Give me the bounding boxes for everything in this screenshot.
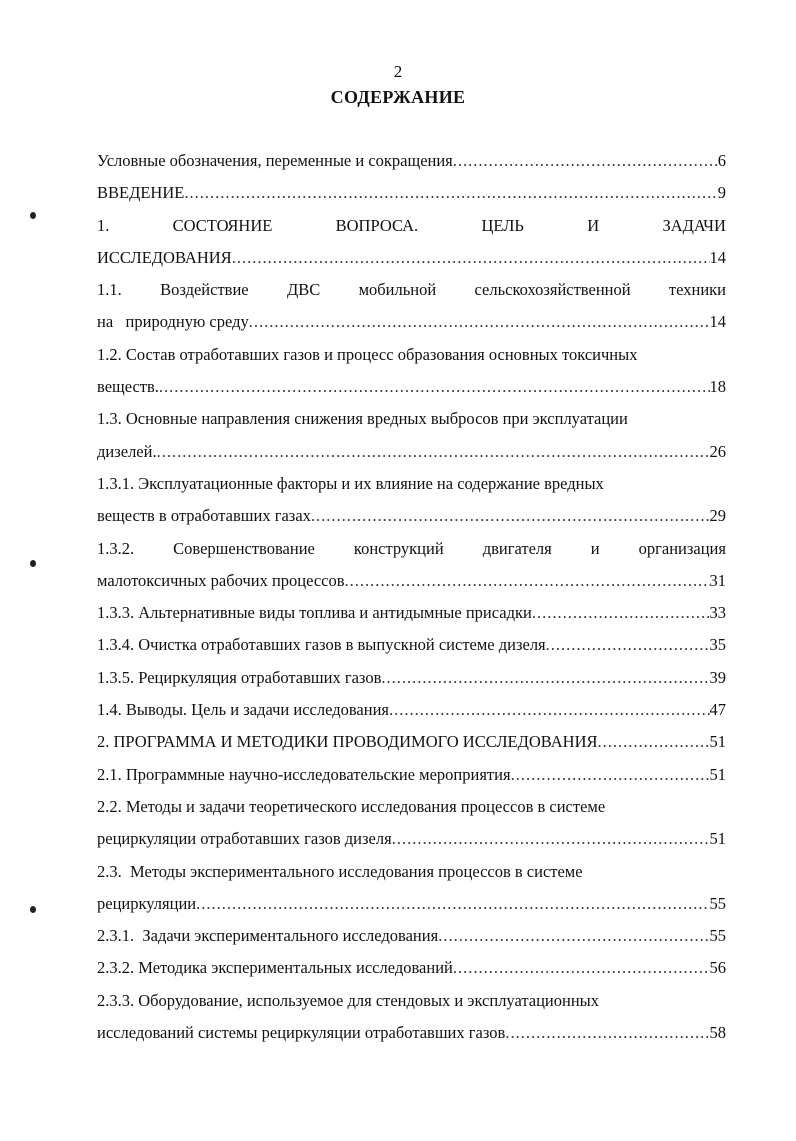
toc-word: ЗАДАЧИ bbox=[662, 215, 726, 235]
table-of-contents bbox=[97, 150, 726, 1054]
toc-word: Воздействие bbox=[160, 280, 249, 300]
toc-entry[interactable] bbox=[97, 634, 726, 666]
toc-entry[interactable] bbox=[97, 344, 726, 376]
toc-entry-text: рециркуляции отработавших газов дизеля bbox=[97, 829, 392, 849]
toc-entry[interactable] bbox=[97, 667, 726, 699]
toc-entry-text: 2.3.3. Оборудование, используемое для стендовых и эксплуатационных bbox=[97, 990, 600, 1010]
toc-word: Совершенствование bbox=[173, 538, 315, 558]
toc-word: СОСТОЯНИЕ bbox=[172, 215, 273, 235]
margin-bullet bbox=[30, 906, 36, 913]
toc-entry[interactable] bbox=[97, 699, 726, 731]
toc-entry-text: 2.3. Методы экспериментального исследования процессов в системе bbox=[97, 861, 583, 881]
leader-dots bbox=[159, 376, 710, 408]
toc-entry[interactable] bbox=[97, 957, 726, 989]
toc-entry-text: 1.3.5. Рециркуляция отработавших газов bbox=[97, 667, 382, 687]
leader-dots bbox=[249, 311, 710, 343]
toc-entry-continuation[interactable] bbox=[97, 1022, 726, 1054]
toc-page-number: 55 bbox=[709, 926, 726, 946]
toc-entry-text: веществ. bbox=[97, 377, 159, 397]
toc-word: 1. bbox=[97, 215, 110, 235]
toc-entry-text: 1.3.4. Очистка отработавших газов в выпускной системе дизеля bbox=[97, 635, 546, 655]
leader-dots bbox=[157, 441, 710, 473]
toc-word: организация bbox=[638, 538, 726, 558]
toc-entry-continuation[interactable] bbox=[97, 441, 726, 473]
leader-dots bbox=[392, 828, 710, 860]
toc-entry-continuation[interactable] bbox=[97, 311, 726, 343]
toc-entry[interactable] bbox=[97, 602, 726, 634]
page-title: СОДЕРЖАНИЕ bbox=[330, 87, 466, 107]
toc-entry-text: ИССЛЕДОВАНИЯ bbox=[97, 247, 232, 267]
toc-word: и bbox=[590, 538, 600, 558]
leader-dots bbox=[389, 699, 710, 731]
toc-page-number: 18 bbox=[709, 377, 726, 397]
toc-word: 1.3.2. bbox=[97, 538, 135, 558]
toc-page-number: 29 bbox=[709, 506, 726, 526]
toc-word: мобильной bbox=[358, 280, 437, 300]
toc-page-number: 33 bbox=[709, 603, 726, 623]
toc-entry-text: веществ в отработавших газах bbox=[97, 506, 311, 526]
toc-entry[interactable] bbox=[97, 182, 726, 214]
toc-entry-text: малотоксичных рабочих процессов bbox=[97, 570, 345, 590]
toc-entry-text: на природную среду bbox=[97, 312, 249, 332]
toc-page-number: 14 bbox=[709, 312, 726, 332]
leader-dots bbox=[438, 925, 709, 957]
toc-page-number: 58 bbox=[709, 1023, 726, 1043]
toc-entry[interactable] bbox=[97, 473, 726, 505]
toc-entry-continuation[interactable] bbox=[97, 247, 726, 279]
toc-entry-text: 2.3.1. Задачи экспериментального исследования bbox=[97, 926, 439, 946]
toc-word: техники bbox=[668, 280, 726, 300]
toc-page-number: 47 bbox=[709, 700, 726, 720]
leader-dots bbox=[511, 764, 710, 796]
toc-page-number: 56 bbox=[709, 958, 726, 978]
leader-dots bbox=[532, 602, 710, 634]
leader-dots bbox=[453, 957, 710, 989]
toc-entry-text: 2.2. Методы и задачи теоретического исследования процессов в системе bbox=[97, 796, 606, 816]
toc-page-number: 51 bbox=[709, 764, 726, 784]
toc-entry[interactable] bbox=[97, 538, 726, 570]
leader-dots bbox=[196, 893, 709, 925]
toc-entry-text: 1.3.3. Альтернативные виды топлива и антидымные присадки bbox=[97, 603, 532, 623]
leader-dots bbox=[453, 150, 718, 182]
toc-word: конструкций bbox=[353, 538, 444, 558]
toc-word: И bbox=[587, 215, 600, 235]
leader-dots bbox=[184, 182, 717, 214]
toc-word: двигателя bbox=[482, 538, 552, 558]
toc-entry-continuation[interactable] bbox=[97, 570, 726, 602]
leader-dots bbox=[598, 731, 710, 763]
toc-page-number: 26 bbox=[709, 441, 726, 461]
toc-entry[interactable] bbox=[97, 764, 726, 796]
toc-word: ВОПРОСА. bbox=[335, 215, 419, 235]
toc-entry-text: 2.3.2. Методика экспериментальных исследований bbox=[97, 958, 453, 978]
toc-word: 1.1. bbox=[97, 280, 122, 300]
toc-page-number: 14 bbox=[709, 247, 726, 267]
toc-entry[interactable] bbox=[97, 279, 726, 311]
toc-entry[interactable] bbox=[97, 796, 726, 828]
toc-page-number: 31 bbox=[709, 570, 726, 590]
margin-bullet bbox=[30, 560, 36, 567]
toc-word: ЦЕЛЬ bbox=[481, 215, 524, 235]
toc-entry-text: ВВЕДЕНИЕ bbox=[97, 183, 185, 203]
toc-entry-text: исследований системы рециркуляции отработавших газов bbox=[97, 1023, 506, 1043]
toc-entry-continuation[interactable] bbox=[97, 893, 726, 925]
toc-page-number: 35 bbox=[709, 635, 726, 655]
toc-entry[interactable] bbox=[97, 861, 726, 893]
leader-dots bbox=[381, 667, 709, 699]
toc-entry-text: Условные обозначения, переменные и сокращения bbox=[97, 151, 453, 170]
toc-entry[interactable] bbox=[97, 150, 726, 182]
toc-word: сельскохозяйственной bbox=[474, 280, 631, 300]
toc-entry[interactable] bbox=[97, 215, 726, 247]
leader-dots bbox=[311, 505, 710, 537]
toc-entry-continuation[interactable] bbox=[97, 376, 726, 408]
toc-entry[interactable] bbox=[97, 990, 726, 1022]
toc-page-number: 55 bbox=[709, 893, 726, 913]
toc-page-number: 39 bbox=[709, 667, 726, 687]
toc-entry-text: 1.3. Основные направления снижения вредных выбросов при эксплуатации bbox=[97, 409, 628, 429]
toc-entry-text: 2.1. Программные научно-исследовательские мероприятия bbox=[97, 764, 511, 784]
toc-page-number: 9 bbox=[717, 183, 726, 203]
toc-page-number: 6 bbox=[717, 151, 726, 170]
toc-entry-text: 1.3.1. Эксплуатационные факторы и их влияние на содержание вредных bbox=[97, 473, 604, 493]
page-number: 2 bbox=[393, 62, 403, 81]
toc-entry-text: 1.2. Состав отработавших газов и процесс образования основных токсичных bbox=[97, 344, 638, 364]
toc-entry-text: рециркуляции bbox=[97, 893, 197, 913]
leader-dots bbox=[546, 634, 710, 666]
toc-entry-continuation[interactable] bbox=[97, 505, 726, 537]
toc-entry-text: дизелей. bbox=[97, 441, 157, 461]
toc-entry[interactable] bbox=[97, 731, 726, 763]
toc-entry-text: 1.4. Выводы. Цель и задачи исследования bbox=[97, 700, 389, 720]
toc-entry[interactable] bbox=[97, 925, 726, 957]
toc-word: ДВС bbox=[286, 280, 321, 300]
toc-page-number: 51 bbox=[709, 732, 726, 752]
leader-dots bbox=[505, 1022, 709, 1054]
leader-dots bbox=[345, 570, 710, 602]
toc-entry-continuation[interactable] bbox=[97, 828, 726, 860]
toc-entry-text: 2. ПРОГРАММА И МЕТОДИКИ ПРОВОДИМОГО ИССЛЕДОВАНИЯ bbox=[97, 732, 598, 752]
toc-entry[interactable] bbox=[97, 408, 726, 440]
margin-bullet bbox=[30, 212, 36, 219]
leader-dots bbox=[232, 247, 710, 279]
toc-page-number: 51 bbox=[709, 829, 726, 849]
